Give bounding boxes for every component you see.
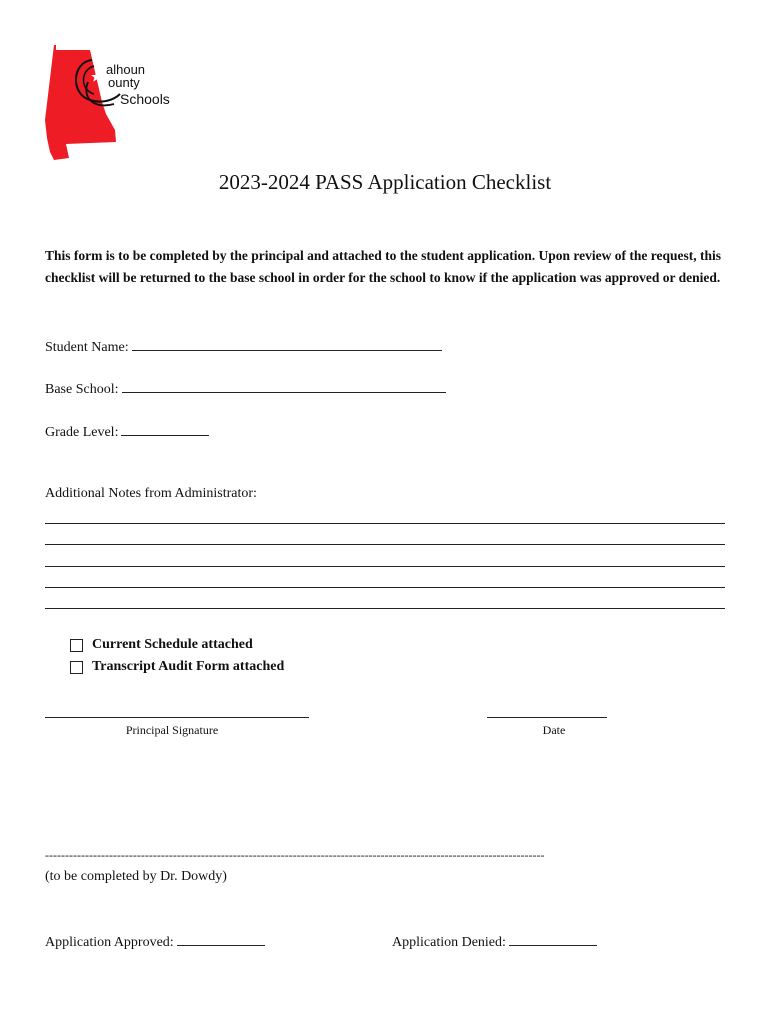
checkbox[interactable]	[70, 639, 83, 652]
checklist-label: Transcript Audit Form attached	[92, 659, 285, 674]
checklist-item-schedule[interactable]	[70, 637, 253, 653]
checkbox[interactable]	[70, 661, 83, 674]
principal-signature-label: Principal Signature	[125, 723, 219, 737]
calhoun-county-schools-logo	[42, 42, 192, 164]
application-approved-label: Application Approved:	[45, 935, 174, 950]
notes-line[interactable]	[45, 523, 725, 524]
student-name-line[interactable]	[132, 337, 442, 351]
grade-level-field[interactable]	[45, 422, 209, 441]
logo-line3: Schools	[120, 91, 170, 107]
notes-line[interactable]	[45, 587, 725, 588]
cut-line: -----------------------------------------------------------------------------------------------------------------------------	[45, 848, 545, 862]
student-name-field[interactable]	[45, 337, 442, 356]
base-school-field[interactable]	[45, 379, 446, 398]
notes-line[interactable]	[45, 544, 725, 545]
grade-level-line[interactable]	[121, 422, 209, 436]
notes-line[interactable]	[45, 566, 725, 567]
intro-text: This form is to be completed by the principal and attached to the student application. Upon review of the request, this checklist will be returned to the base school in order for the school to know if the application was approved or denied.	[45, 248, 722, 285]
base-school-label: Base School:	[45, 382, 119, 397]
notes-line[interactable]	[45, 608, 725, 609]
base-school-line[interactable]	[122, 379, 446, 393]
date-line[interactable]	[487, 717, 607, 718]
checklist-item-transcript[interactable]	[70, 659, 284, 675]
application-denied-label: Application Denied:	[392, 935, 506, 950]
principal-signature-line[interactable]	[45, 717, 309, 718]
checklist-label: Current Schedule attached	[92, 637, 253, 652]
date-label: Date	[542, 723, 566, 737]
notes-label: Additional Notes from Administrator:	[45, 486, 257, 501]
student-name-label: Student Name:	[45, 340, 129, 355]
page-title: 2023-2024 PASS Application Checklist	[218, 170, 552, 194]
application-denied-line[interactable]	[509, 932, 597, 946]
dowdy-note: (to be completed by Dr. Dowdy)	[45, 869, 227, 884]
logo-line1: alhoun	[106, 62, 146, 77]
alabama-state-icon	[42, 42, 192, 164]
grade-level-label: Grade Level:	[45, 425, 119, 440]
application-approved-field[interactable]	[45, 932, 265, 951]
application-approved-line[interactable]	[177, 932, 265, 946]
application-denied-field[interactable]	[392, 932, 597, 951]
logo-line2: ounty	[108, 75, 140, 90]
